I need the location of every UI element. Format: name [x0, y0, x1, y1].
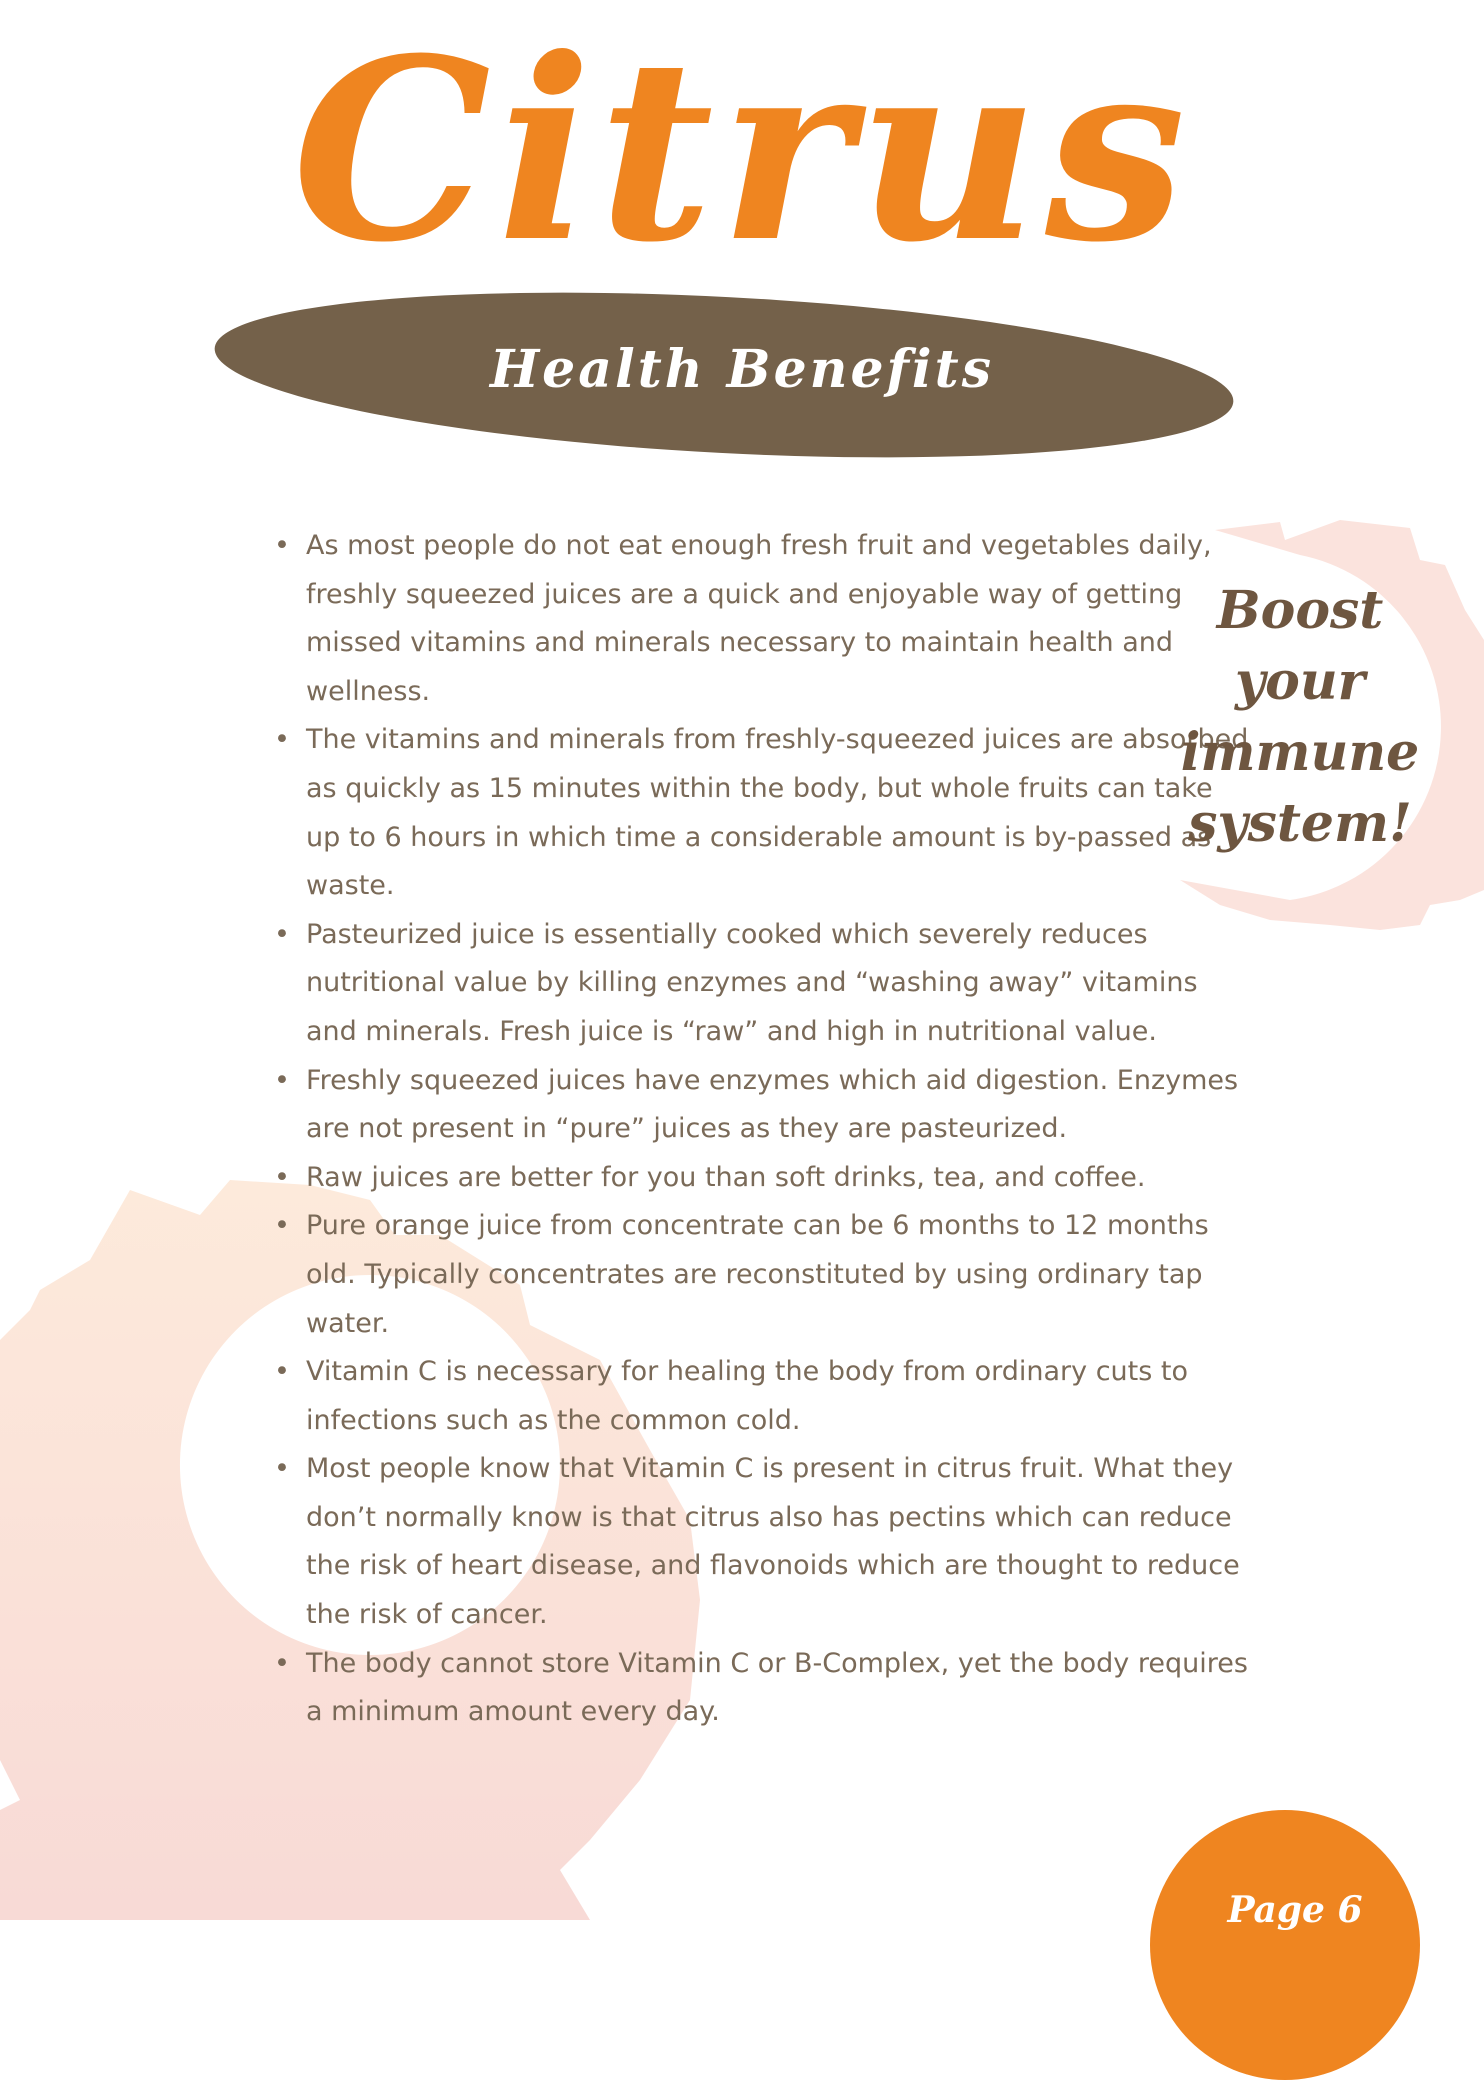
page-number: Page 6 — [1227, 1889, 1363, 1931]
callout-line: Boost — [1216, 580, 1384, 641]
list-item: • Pure orange juice from concentrate can be 6 months to 12 months old. Typically concentrates are reconstituted by using ordinary tap water. — [270, 1202, 1250, 1348]
list-item: • The vitamins and minerals from freshly-squeezed juices are absorbed as quickly as 15 minutes within the body, but whole fruits can take up to 6 hours in which time a considerable amount is by-passed as waste. — [270, 716, 1250, 910]
callout-line: immune — [1180, 722, 1420, 783]
list-item: • As most people do not eat enough fresh fruit and vegetables daily, freshly squeezed juices are a quick and enjoyable way of getting missed vitamins and minerals necessary to maintain health and wellness. — [270, 522, 1250, 716]
list-item: • Most people know that Vitamin C is present in citrus fruit. What they don’t normally know is that citrus also has pectins which can reduce the risk of heart disease, and flavonoids which are thought to reduce the risk of cancer. — [270, 1445, 1250, 1639]
list-item: • Freshly squeezed juices have enzymes which aid digestion. Enzymes are not present in “pure” juices as they are pasteurized. — [270, 1057, 1250, 1154]
callout-line: your — [1234, 651, 1366, 712]
subtitle: Health Benefits — [490, 339, 994, 400]
list-item: • Raw juices are better for you than soft drinks, tea, and coffee. — [270, 1154, 1250, 1203]
list-item: • Pasteurized juice is essentially cooked which severely reduces nutritional value by killing enzymes and “washing away” vitamins and minerals. Fresh juice is “raw” and high in nutritional value. — [270, 911, 1250, 1057]
list-item: • The body cannot store Vitamin C or B-Complex, yet the body requires a minimum amount every day. — [270, 1640, 1250, 1737]
page-number-badge — [1150, 1810, 1420, 2080]
benefits-list — [270, 522, 1250, 1737]
callout-boost-immune — [1180, 575, 1420, 859]
callout-line: system! — [1188, 793, 1412, 854]
page-title: Citrus — [292, 3, 1192, 297]
list-item: • Vitamin C is necessary for healing the body from ordinary cuts to infections such as the common cold. — [270, 1348, 1250, 1445]
